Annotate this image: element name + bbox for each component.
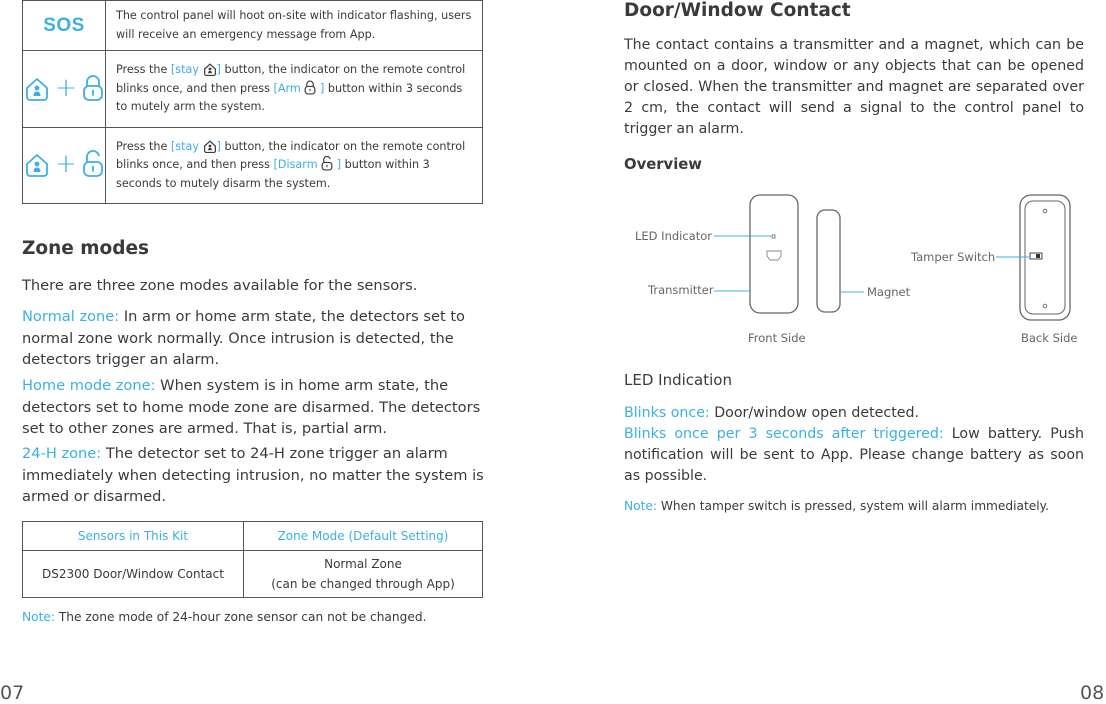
magnet-label: Magnet	[867, 285, 911, 299]
overview-heading: Overview	[624, 156, 702, 173]
page-number-right: 08	[1080, 682, 1105, 704]
disarm-unlock-icon	[82, 150, 104, 178]
remote-buttons-table	[22, 0, 483, 204]
table-row	[23, 51, 483, 128]
front-side-label: Front Side	[748, 331, 806, 345]
led-indication-heading: LED Indication	[624, 371, 732, 389]
disarm-unlock-icon	[321, 156, 333, 171]
back-side-label: Back Side	[1021, 331, 1078, 345]
led-item: Blinks once: Door/window open detected.	[624, 405, 920, 421]
led-item: Blinks once per 3 seconds after triggered: Low battery. Push notification will be sent to App. Please change battery as soon as possible.	[624, 426, 1084, 484]
zone-intro: There are three zone modes available for the sensors.	[22, 277, 418, 294]
transmitter-body	[750, 195, 798, 313]
sos-description: The control panel will hoot on-site with indicator flashing, users will receive an emergency message from App.	[106, 1, 483, 51]
led-indication-list	[624, 403, 1084, 487]
door-window-heading: Door/Window Contact	[624, 0, 851, 21]
stay-home-icon	[203, 139, 217, 153]
transmitter-label: Transmitter	[648, 283, 714, 297]
stay-home-icon	[24, 75, 50, 101]
plus-icon: +	[55, 72, 77, 103]
door-window-description: The contact contains a transmitter and a magnet, which can be mounted on a door, window or any objects that can be opened or closed. When the transmitter and magnet are separated over 2 cm, the contact will send a signal to the control panel to trigger an alarm.	[624, 37, 1084, 137]
table-row	[23, 128, 483, 204]
tamper-switch-label: Tamper Switch	[911, 250, 996, 264]
sensor-cell: DS2300 Door/Window Contact	[23, 551, 244, 598]
arm-lock-icon	[82, 74, 104, 102]
sos-icon-cell	[23, 1, 106, 51]
stay-arm-icon-cell	[23, 51, 106, 128]
zone-mode-table	[22, 521, 483, 598]
column-header-zone-mode: Zone Mode (Default Setting)	[244, 522, 483, 551]
stay-disarm-icon-cell	[23, 128, 106, 204]
table-row	[23, 551, 483, 598]
column-header-sensors: Sensors in This Kit	[23, 522, 244, 551]
stay-disarm-description: Press the [stay ] button, the indicator on the remote control blinks once, and then press [Disarm ] button within 3 seconds to mutely disarm the system.	[106, 128, 483, 204]
stay-home-icon	[24, 151, 50, 177]
sos-icon: SOS	[43, 14, 85, 36]
table-row	[23, 1, 483, 51]
page-number-left: 07	[0, 682, 25, 704]
zone-modes-heading: Zone modes	[22, 238, 150, 259]
zone-mode-cell: Normal Zone (can be changed through App)	[244, 551, 483, 598]
stay-arm-description: Press the [stay ] button, the indicator on the remote control blinks once, and then press [Arm ] button within 3 seconds to mutely arm the system.	[106, 51, 483, 128]
magnet-body	[817, 210, 840, 312]
normal-zone-paragraph: Normal zone: In arm or home arm state, the detectors set to normal zone work normally. Once intrusion is detected, the detectors trigger an alarm.	[22, 308, 465, 368]
plus-icon: +	[55, 149, 77, 179]
led-indicator-label: LED Indicator	[635, 229, 713, 243]
arm-lock-icon	[304, 80, 316, 95]
right-note: Note: When tamper switch is pressed, system will alarm immediately.	[624, 499, 1050, 513]
table-header-row	[23, 522, 483, 551]
device-diagram	[624, 190, 1084, 355]
24h-zone-paragraph: 24-H zone: The detector set to 24-H zone trigger an alarm immediately when detecting intrusion, no matter the system is armed or disarmed.	[22, 445, 484, 505]
home-mode-zone-paragraph: Home mode zone: When system is in home arm state, the detectors set to home mode zone are disarmed. The detectors set to other zones are armed. That is, partial arm.	[22, 377, 481, 437]
stay-home-icon	[203, 62, 217, 76]
left-note: Note: The zone mode of 24-hour zone sensor can not be changed.	[22, 610, 427, 624]
